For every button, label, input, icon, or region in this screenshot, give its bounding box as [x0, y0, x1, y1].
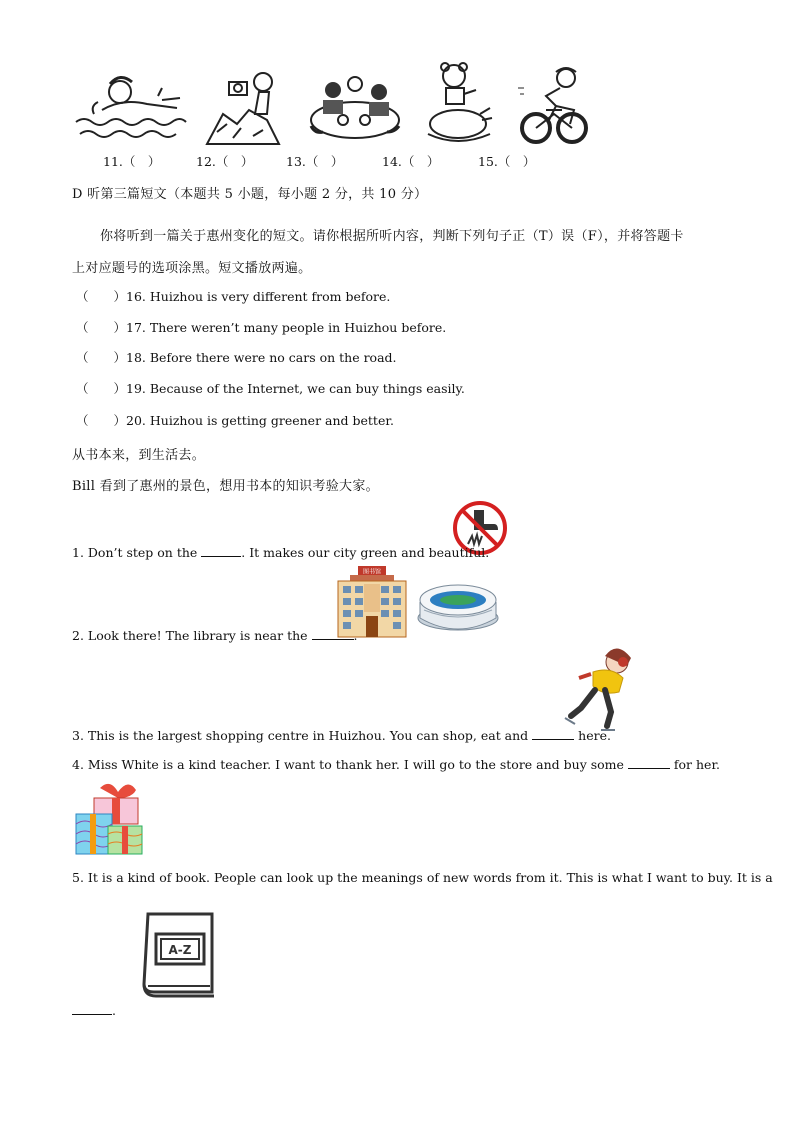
- library-sign: 图书馆: [362, 568, 382, 576]
- cyclist-icon: [516, 66, 590, 146]
- section-d-instruction-line2: 上对应题号的选项涂黑。短文播放两遍。: [72, 261, 312, 276]
- judgement-item-16: [76, 289, 390, 304]
- answer-bracket[interactable]: （ ）: [76, 413, 127, 428]
- statement-text: 16. Huizhou is very different from before.: [126, 289, 391, 304]
- question-2: 2. Look there! The library is near the .: [72, 628, 358, 643]
- gift-boxes-icon: [74, 780, 146, 858]
- statement-text: 20. Huizhou is getting greener and better.: [126, 413, 394, 428]
- section-d-heading: D 听第三篇短文（本题共 5 小题，每小题 2 分，共 10 分）: [72, 187, 428, 202]
- family-dinner-icon: [303, 70, 407, 148]
- judgement-item-19: [76, 381, 465, 396]
- judgement-item-17: [76, 320, 446, 335]
- question-5: 5. It is a kind of book. People can look up the meanings of new words from it. This is what I want to buy. It is a: [72, 870, 773, 885]
- question-5-answer-line: .: [72, 1002, 116, 1018]
- judgement-item-20: [76, 413, 394, 428]
- picture-label-14: 14.（ ）: [382, 154, 440, 169]
- dictionary-book-icon: [138, 908, 218, 1004]
- statement-text: 18. Before there were no cars on the road.: [126, 350, 397, 365]
- answer-blank[interactable]: [532, 727, 574, 740]
- answer-blank[interactable]: [201, 544, 241, 557]
- picture-label-11: 11.（ ）: [103, 154, 161, 169]
- section-d-instruction-line1: 你将听到一篇关于惠州变化的短文。请你根据所听内容，判断下列句子正（T）误（F），并将答题卡: [100, 229, 684, 244]
- answer-blank[interactable]: [628, 756, 670, 769]
- question-4: 4. Miss White is a kind teacher. I want to thank her. I will go to the store and buy some for her.: [72, 757, 721, 772]
- part2-heading: 从书本来，到生活去。: [72, 448, 206, 463]
- book-cover-text: A-Z: [168, 943, 192, 957]
- climbing-photographer-icon: [203, 68, 293, 146]
- answer-blank[interactable]: [312, 627, 354, 640]
- answer-bracket[interactable]: （ ）: [76, 289, 127, 304]
- ice-skater-icon: [555, 646, 639, 738]
- picture-label-12: 12.（ ）: [196, 154, 254, 169]
- answer-blank[interactable]: [72, 1002, 112, 1015]
- stadium-icon: [416, 572, 500, 632]
- picture-label-15: 15.（ ）: [478, 154, 536, 169]
- part2-intro: Bill 看到了惠州的景色，想用书本的知识考验大家。: [72, 479, 379, 494]
- judgement-item-18: [76, 350, 397, 365]
- statement-text: 17. There weren’t many people in Huizhou before.: [126, 320, 447, 335]
- answer-bracket[interactable]: （ ）: [76, 381, 127, 396]
- swimming-girl-icon: [72, 70, 190, 146]
- roast-chicken-icon: [418, 62, 498, 148]
- question-1: 1. Don’t step on the . It makes our city green and beautiful.: [72, 545, 490, 560]
- answer-bracket[interactable]: （ ）: [76, 350, 127, 365]
- statement-text: 19. Because of the Internet, we can buy things easily.: [126, 381, 465, 396]
- question-3: 3. This is the largest shopping centre in Huizhou. You can shop, eat and here.: [72, 728, 611, 743]
- picture-label-13: 13.（ ）: [286, 154, 344, 169]
- answer-bracket[interactable]: （ ）: [76, 320, 127, 335]
